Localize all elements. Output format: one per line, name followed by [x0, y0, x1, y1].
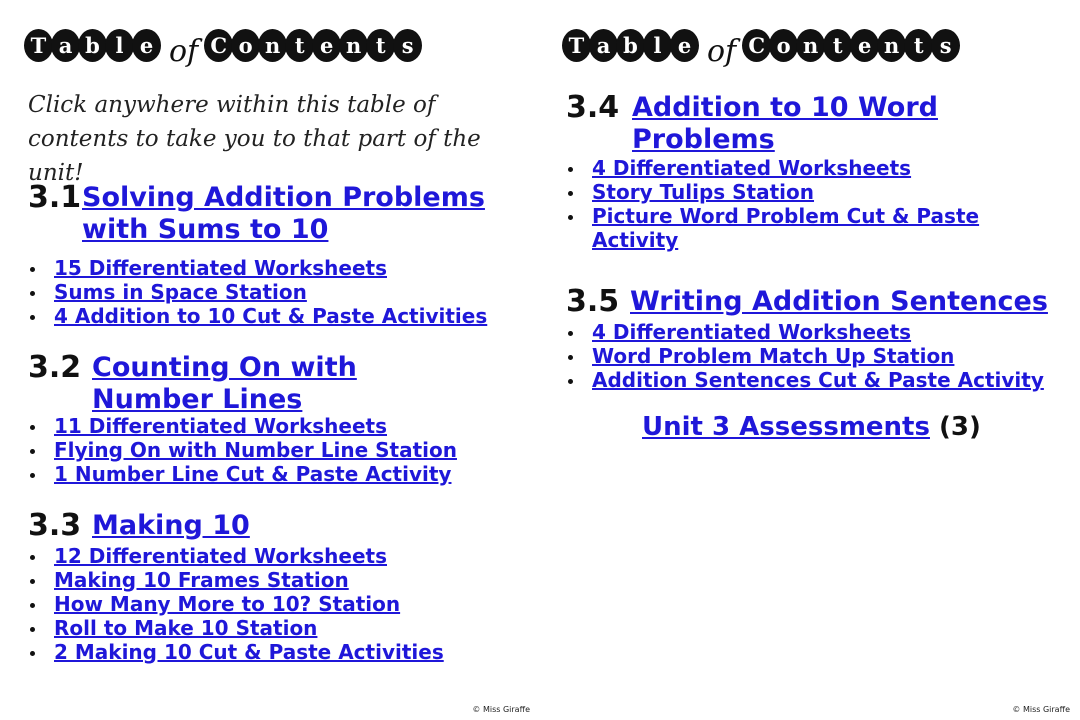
item-link[interactable]: Roll to Make 10 Station [54, 616, 318, 640]
list-item [28, 438, 457, 462]
header-letter: b [616, 29, 645, 62]
header-word-table [24, 29, 159, 62]
item-link[interactable]: Story Tulips Station [592, 180, 815, 204]
header-letter: s [393, 29, 422, 62]
list-item [566, 204, 1012, 252]
header-letter: b [78, 29, 107, 62]
list-item [28, 544, 444, 568]
header-letter: t [366, 29, 395, 62]
section-number: 3.3 [28, 508, 82, 543]
header-word-table [562, 29, 697, 62]
item-link[interactable]: Sums in Space Station [54, 280, 307, 304]
list-item [566, 320, 1044, 344]
item-link[interactable]: 12 Differentiated Worksheets [54, 544, 387, 568]
item-link[interactable]: 4 Differentiated Worksheets [592, 156, 912, 180]
item-link[interactable]: How Many More to 10? Station [54, 592, 401, 616]
header-letter: T [24, 29, 53, 62]
section-title-link[interactable]: Writing Addition Sentences [630, 286, 1048, 317]
section-item-list [566, 320, 1044, 392]
section-number: 3.4 [566, 90, 620, 125]
header-letter: e [670, 29, 699, 62]
list-item [28, 414, 457, 438]
item-link[interactable]: 4 Differentiated Worksheets [592, 320, 912, 344]
header-letter: t [823, 29, 852, 62]
header-letter: e [850, 29, 879, 62]
list-item [28, 592, 444, 616]
header-word-contents [204, 29, 420, 62]
header-letter: o [231, 29, 260, 62]
header-letter: t [904, 29, 933, 62]
list-item [28, 568, 444, 592]
header-letter: n [258, 29, 287, 62]
item-link[interactable]: Flying On with Number Line Station [54, 438, 457, 462]
item-link[interactable]: 15 Differentiated Worksheets [54, 256, 387, 280]
list-item [28, 256, 487, 280]
list-item [566, 368, 1044, 392]
section-item-list [566, 156, 1012, 252]
header-word-contents [742, 29, 958, 62]
list-item [566, 180, 1012, 204]
section-number: 3.1 [28, 180, 82, 215]
header-letter: C [204, 29, 233, 62]
section-item-list [28, 256, 487, 328]
assessments-link[interactable]: Unit 3 Assessments [642, 412, 930, 442]
list-item [28, 616, 444, 640]
header-letter: a [589, 29, 618, 62]
item-link[interactable]: Making 10 Frames Station [54, 568, 349, 592]
item-link[interactable]: 11 Differentiated Worksheets [54, 414, 387, 438]
section-number: 3.5 [566, 284, 620, 319]
item-link[interactable]: Picture Word Problem Cut & Paste Activity [592, 204, 980, 252]
item-link[interactable]: 2 Making 10 Cut & Paste Activities [54, 640, 444, 664]
header-letter: s [931, 29, 960, 62]
list-item [28, 462, 457, 486]
section-title-link[interactable]: Addition to 10 Word Problems [632, 92, 938, 155]
header-letter: n [796, 29, 825, 62]
toc-header [24, 22, 420, 68]
section-number: 3.2 [28, 350, 82, 385]
header-letter: e [312, 29, 341, 62]
list-item [28, 640, 444, 664]
assessments-line [642, 412, 981, 442]
header-letter: T [562, 29, 591, 62]
section-item-list [28, 544, 444, 664]
header-letter: e [132, 29, 161, 62]
section-title-link[interactable]: Counting On with Number Lines [92, 352, 357, 415]
list-item [28, 280, 487, 304]
right-page [540, 0, 1080, 720]
item-link[interactable]: Addition Sentences Cut & Paste Activity [592, 368, 1044, 392]
toc-header [562, 22, 958, 68]
assessments-count: (3) [939, 412, 981, 442]
header-of: of [707, 33, 737, 69]
header-letter: n [877, 29, 906, 62]
section-title-link[interactable]: Making 10 [92, 510, 250, 541]
header-of: of [169, 33, 199, 69]
header-letter: l [643, 29, 672, 62]
header-letter: C [742, 29, 771, 62]
list-item [566, 344, 1044, 368]
item-link[interactable]: Word Problem Match Up Station [592, 344, 955, 368]
header-letter: n [339, 29, 368, 62]
header-letter: l [105, 29, 134, 62]
list-item [28, 304, 487, 328]
item-link[interactable]: 1 Number Line Cut & Paste Activity [54, 462, 452, 486]
header-letter: t [285, 29, 314, 62]
list-item [566, 156, 1012, 180]
item-link[interactable]: 4 Addition to 10 Cut & Paste Activities [54, 304, 488, 328]
header-letter: o [769, 29, 798, 62]
intro-text: Click anywhere within this table of contents to take you to that part of the unit! [28, 92, 481, 186]
section-title-link[interactable]: Solving Addition Problems with Sums to 10 [82, 182, 485, 245]
header-letter: a [51, 29, 80, 62]
copyright-credit: © Miss Giraffe [472, 705, 530, 714]
copyright-credit: © Miss Giraffe [1012, 705, 1070, 714]
section-item-list [28, 414, 457, 486]
